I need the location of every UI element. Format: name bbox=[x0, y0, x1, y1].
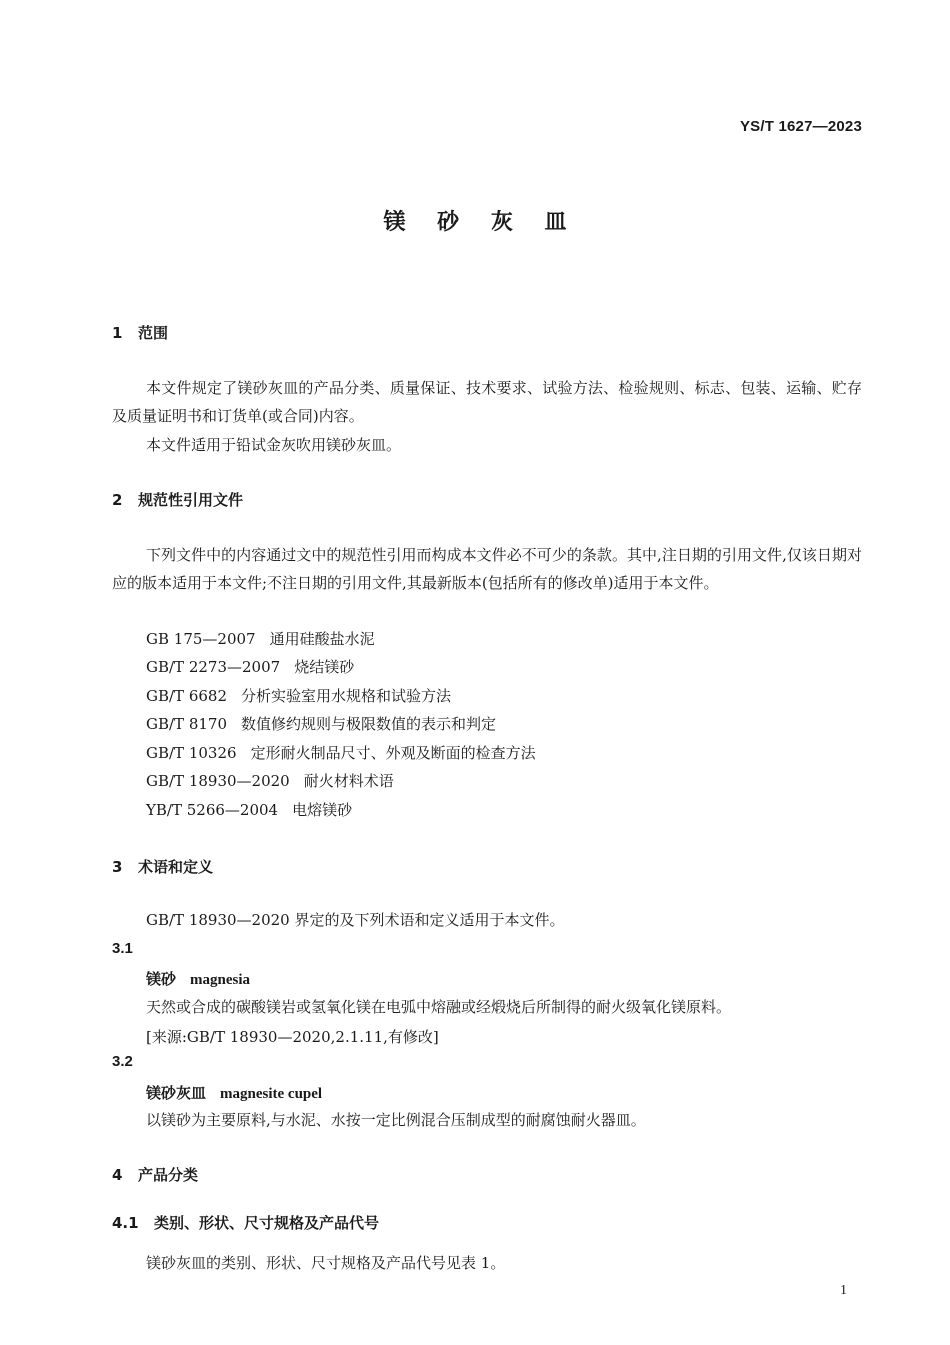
section-number: 1 bbox=[112, 324, 123, 342]
subsection-number: 4.1 bbox=[112, 1214, 139, 1232]
reference-code: GB/T 18930—2020 bbox=[146, 772, 290, 790]
reference-title: 通用硅酸盐水泥 bbox=[269, 630, 375, 648]
section-number: 3 bbox=[112, 858, 123, 876]
reference-code: YB/T 5266—2004 bbox=[146, 801, 279, 819]
section-1-paragraph-1: 本文件规定了镁砂灰皿的产品分类、质量保证、技术要求、试验方法、检验规则、标志、包装、运输、贮存及质量证明书和订货单(或合同)内容。 bbox=[112, 379, 862, 425]
term-english: magnesite cupel bbox=[220, 1086, 323, 1102]
reference-item bbox=[146, 653, 354, 681]
section-2-heading bbox=[112, 489, 243, 510]
term-heading bbox=[146, 968, 250, 989]
term-chinese: 镁砂灰皿 bbox=[146, 1084, 207, 1102]
section-2-paragraph-1: 下列文件中的内容通过文中的规范性引用而构成本文件必不可少的条款。其中,注日期的引用文件,仅该日期对应的版本适用于本文件;不注日期的引用文件,其最新版本(包括所有的修改单)适用于本文件。 bbox=[112, 546, 862, 592]
section-title: 规范性引用文件 bbox=[138, 491, 244, 509]
section-3-paragraph-1: GB/T 18930—2020 界定的及下列术语和定义适用于本文件。 bbox=[146, 911, 565, 929]
reference-item bbox=[146, 796, 352, 824]
page-number: 1 bbox=[840, 1283, 847, 1298]
reference-title: 定形耐火制品尺寸、外观及断面的检查方法 bbox=[250, 744, 536, 762]
reference-code: GB/T 10326 bbox=[146, 744, 237, 762]
section-1-paragraph-2: 本文件适用于铅试金灰吹用镁砂灰皿。 bbox=[146, 436, 402, 454]
reference-item bbox=[146, 739, 536, 767]
section-number: 4 bbox=[112, 1166, 123, 1184]
subsection-title: 类别、形状、尺寸规格及产品代号 bbox=[154, 1214, 380, 1232]
subsection-4-1-paragraph: 镁砂灰皿的类别、形状、尺寸规格及产品代号见表 1。 bbox=[146, 1254, 506, 1272]
term-number: 3.1 bbox=[112, 940, 133, 957]
reference-code: GB 175—2007 bbox=[146, 630, 256, 648]
reference-item bbox=[146, 710, 496, 738]
reference-code: GB/T 8170 bbox=[146, 715, 228, 733]
reference-item bbox=[146, 767, 394, 795]
reference-title: 数值修约规则与极限数值的表示和判定 bbox=[241, 715, 497, 733]
reference-item bbox=[146, 682, 451, 710]
section-title: 范围 bbox=[138, 324, 169, 342]
reference-title: 烧结镁砂 bbox=[294, 658, 355, 676]
section-1-heading bbox=[112, 322, 168, 343]
term-definition: 天然或合成的碳酸镁岩或氢氧化镁在电弧中熔融或经煅烧后所制得的耐火级氧化镁原料。 bbox=[146, 998, 732, 1016]
section-title: 术语和定义 bbox=[138, 858, 214, 876]
term-definition: 以镁砂为主要原料,与水泥、水按一定比例混合压制成型的耐腐蚀耐火器皿。 bbox=[146, 1111, 646, 1129]
reference-title: 耐火材料术语 bbox=[303, 772, 394, 790]
reference-item bbox=[146, 625, 375, 653]
section-title: 产品分类 bbox=[138, 1166, 199, 1184]
reference-code: GB/T 6682 bbox=[146, 687, 228, 705]
section-4-heading bbox=[112, 1164, 198, 1185]
term-source: [来源:GB/T 18930—2020,2.1.11,有修改] bbox=[146, 1028, 439, 1046]
reference-title: 分析实验室用水规格和试验方法 bbox=[241, 687, 452, 705]
subsection-4-1-heading bbox=[112, 1212, 379, 1233]
term-heading bbox=[146, 1082, 322, 1103]
term-chinese: 镁砂 bbox=[146, 970, 177, 988]
term-english: magnesia bbox=[190, 972, 251, 988]
reference-code: GB/T 2273—2007 bbox=[146, 658, 281, 676]
section-3-heading bbox=[112, 856, 213, 877]
reference-title: 电熔镁砂 bbox=[292, 801, 353, 819]
section-number: 2 bbox=[112, 491, 123, 509]
standard-code: YS/T 1627—2023 bbox=[739, 118, 862, 135]
document-title: 镁 砂 灰 皿 bbox=[383, 210, 579, 235]
term-number: 3.2 bbox=[112, 1053, 133, 1070]
